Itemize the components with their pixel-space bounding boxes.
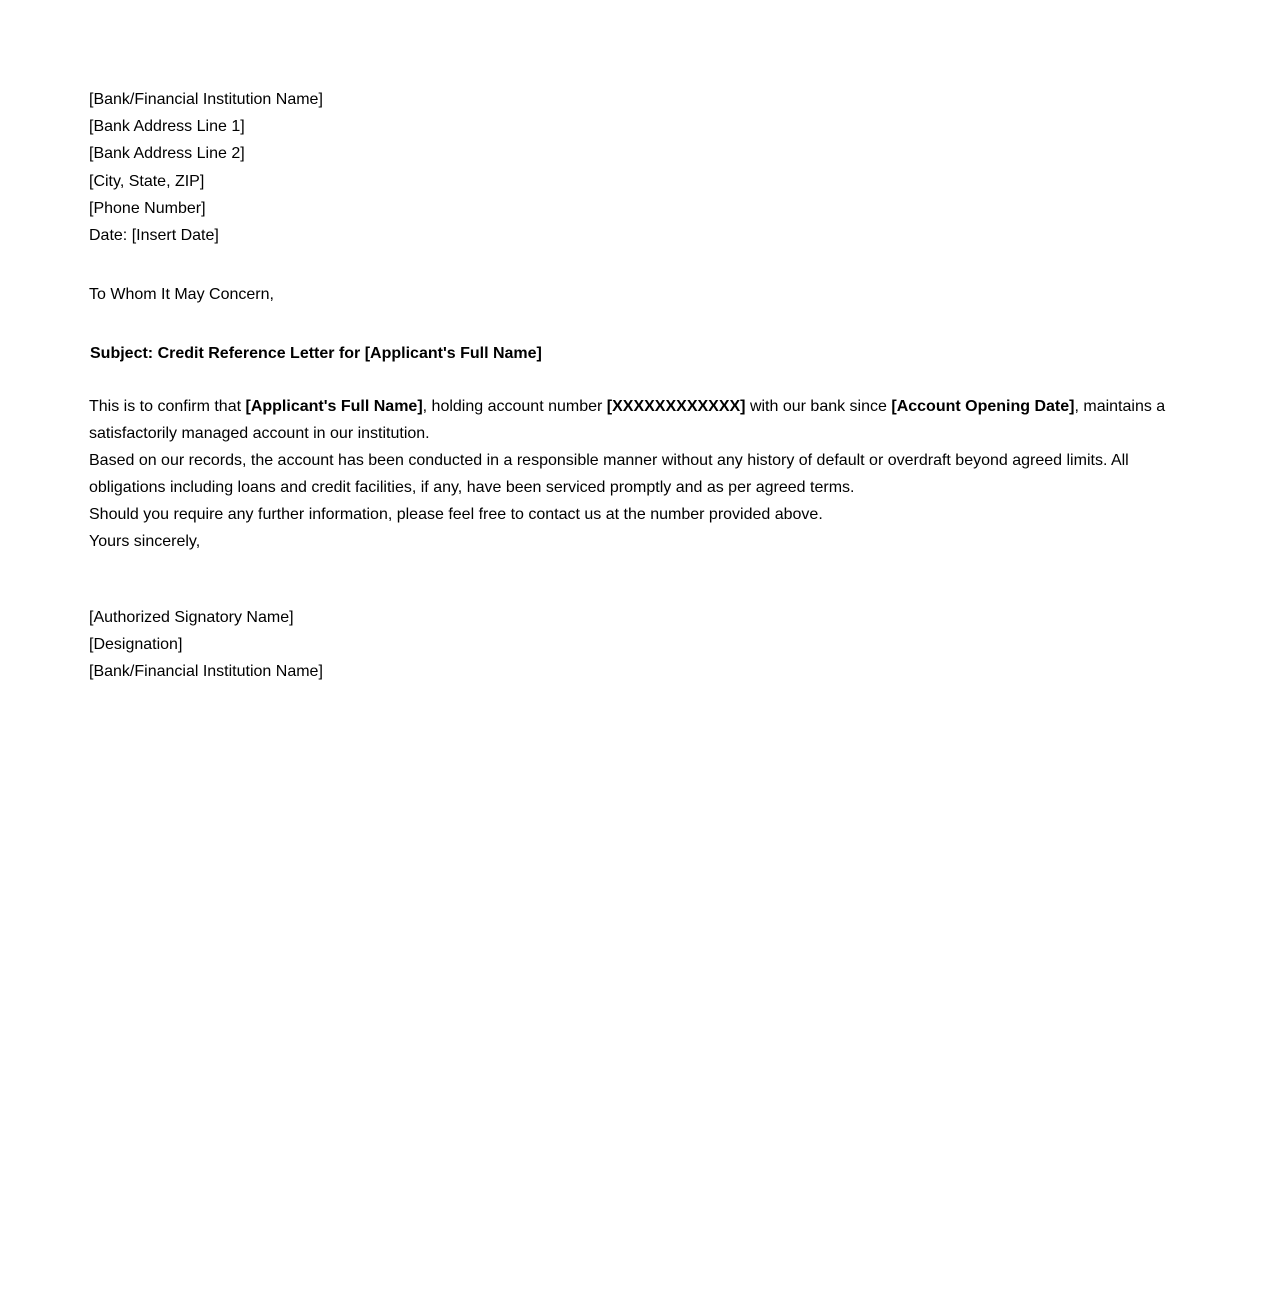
body-paragraph-records: Based on our records, the account has been conducted in a responsible manner without any history of default or overdraft beyond agreed limits. All obligations including loans and credit facilities, if any, have been serviced promptly and as per agreed terms. (89, 451, 1129, 496)
body-text: , holding account number (422, 397, 607, 415)
phone-number: [Phone Number] (89, 199, 206, 217)
body-text: with our bank since (745, 397, 892, 415)
body-paragraph-confirmation (89, 393, 1189, 447)
account-number: [XXXXXXXXXXXX] (606, 397, 746, 415)
closing: Yours sincerely, (89, 532, 201, 550)
account-opening-date: [Account Opening Date] (891, 397, 1075, 415)
signature-block (89, 604, 1189, 686)
salutation: To Whom It May Concern, (89, 286, 274, 304)
letter-date: Date: [Insert Date] (89, 227, 219, 245)
letter-header (89, 86, 1189, 249)
body-paragraph-contact: Should you require any further information, please feel free to contact us at the number provided above. (89, 505, 823, 523)
letter-document (89, 86, 1189, 685)
applicant-name: [Applicant's Full Name] (245, 397, 423, 415)
bank-name: [Bank/Financial Institution Name] (89, 91, 323, 108)
signatory-bank-name: [Bank/Financial Institution Name] (89, 663, 323, 681)
body-text: This is to confirm that (89, 397, 246, 415)
body-text: , maintains a satisfactorily managed account in our institution. (89, 397, 1166, 442)
signatory-designation: [Designation] (89, 635, 183, 653)
letter-body (89, 393, 1189, 555)
city-state-zip: [City, State, ZIP] (89, 172, 205, 190)
bank-address-line-1: [Bank Address Line 1] (89, 118, 245, 136)
bank-address-line-2: [Bank Address Line 2] (89, 145, 245, 163)
signatory-name: [Authorized Signatory Name] (89, 608, 294, 626)
subject-line: Subject: Credit Reference Letter for [Applicant's Full Name] (90, 345, 542, 363)
